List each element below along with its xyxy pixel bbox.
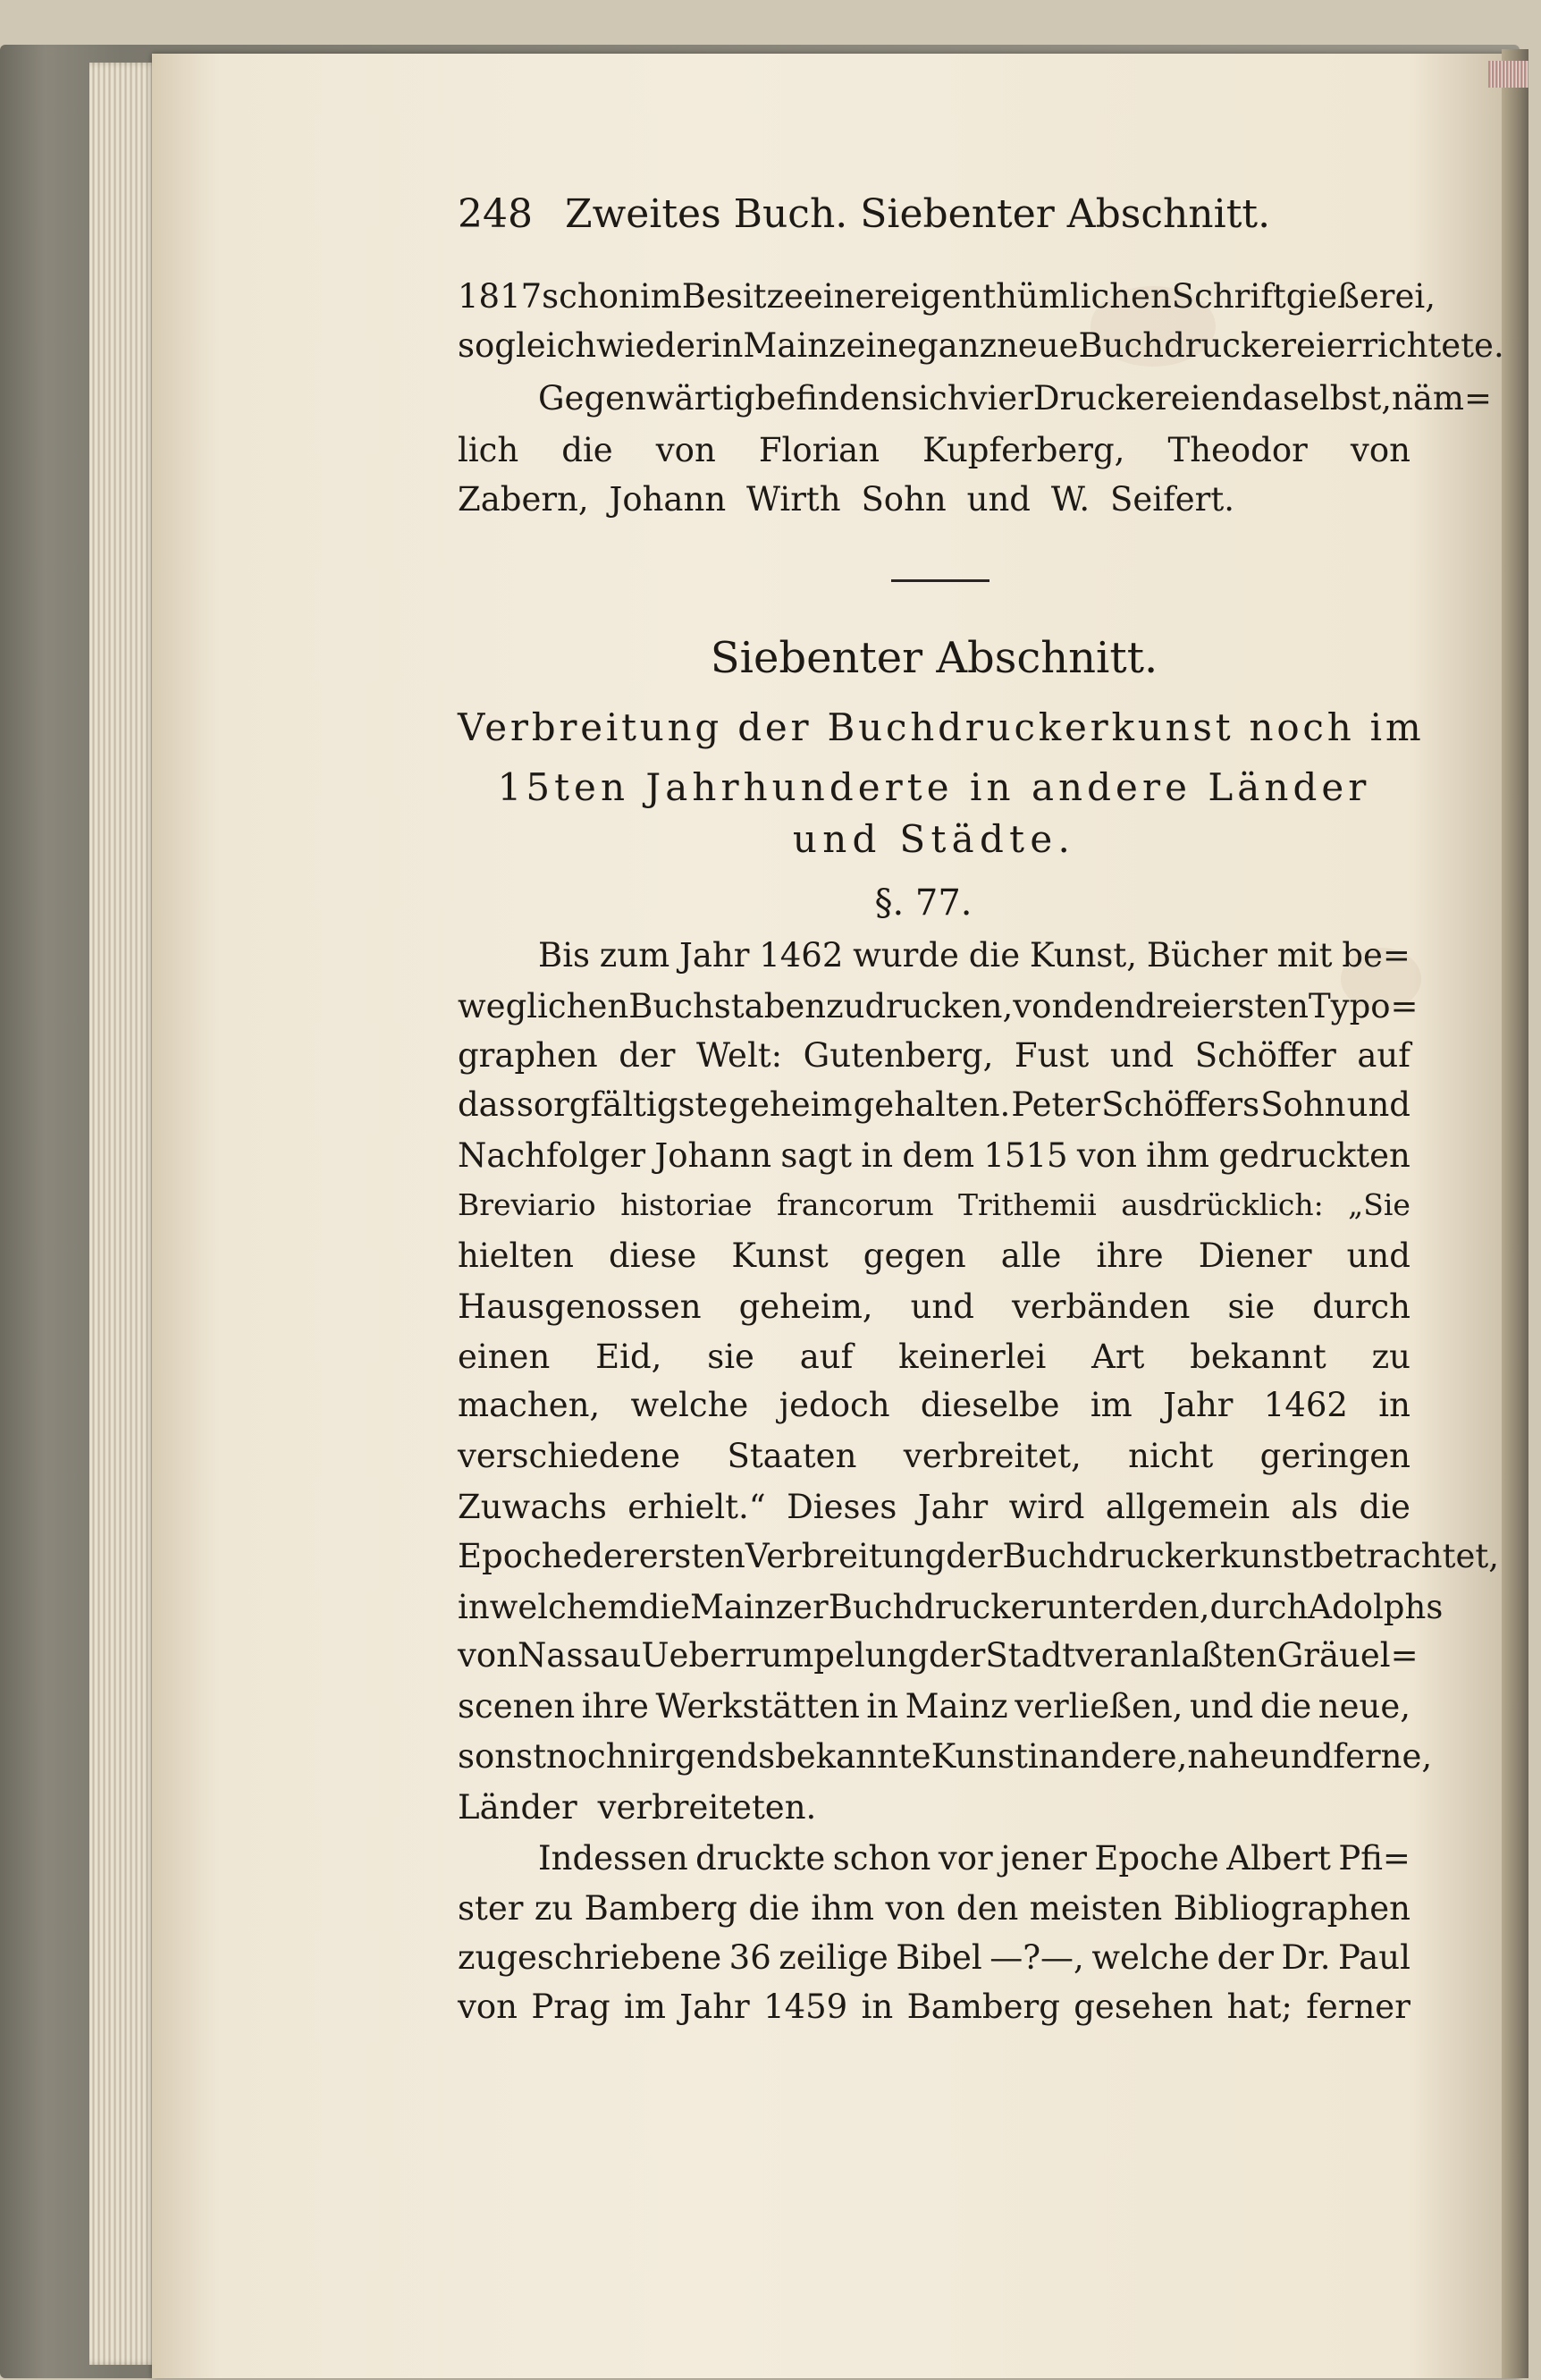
text-line: Nachfolger Johann sagt in dem 1515 von ihm gedruckten: [458, 1136, 1410, 1175]
page-edges: [89, 63, 161, 2365]
text-line: Zuwachs erhielt.“ Dieses Jahr wird allgemein als die: [458, 1488, 1410, 1526]
section-subtitle-line: und Städte.: [792, 817, 1076, 861]
text-line: von Prag im Jahr 1459 in Bamberg gesehen hat; ferner: [458, 1988, 1410, 2026]
section-subtitle-line: 15ten Jahrhunderte in andere Länder: [497, 765, 1371, 809]
text-line: sonst noch nirgends bekannte Kunst in andere, nahe und ferne,: [458, 1737, 1433, 1776]
text-line: zugeschriebene 36 zeilige Bibel —?—, welche der Dr. Paul: [458, 1938, 1410, 1977]
text-line: Indessen druckte schon vor jener Epoche Albert Pfi=: [538, 1839, 1410, 1878]
running-title: Zweites Buch. Siebenter Abschnitt.: [565, 191, 1271, 237]
text-line: lich die von Florian Kupferberg, Theodor von: [458, 431, 1410, 469]
section-title: Siebenter Abschnitt.: [710, 633, 1158, 683]
text-line: verschiedene Staaten verbreitet, nicht geringen: [458, 1437, 1410, 1475]
page-edge-marking: [1488, 61, 1528, 88]
text-line: weglichen Buchstaben zu drucken, von den drei ersten Typo=: [458, 987, 1419, 1025]
text-line: von Nassau Ueberrumpelung der Stadt veranlaßten Gräuel=: [458, 1636, 1419, 1675]
text-line: Hausgenossen geheim, und verbänden sie durch: [458, 1287, 1410, 1326]
text-line: scenen ihre Werkstätten in Mainz verließen, und die neue,: [458, 1687, 1410, 1726]
text-line: hielten diese Kunst gegen alle ihre Diener und: [458, 1236, 1410, 1275]
text-line: Gegenwärtig befinden sich vier Druckereien daselbst, näm=: [538, 379, 1493, 418]
text-line: Bis zum Jahr 1462 wurde die Kunst, Bücher mit be=: [538, 936, 1410, 975]
text-line: das sorgfältigste geheim gehalten. Peter Schöffers Sohn und: [458, 1085, 1410, 1124]
text-line: machen, welche jedoch dieselbe im Jahr 1462 in: [458, 1386, 1410, 1424]
text-line: sogleich wieder in Mainz eine ganz neue Buchdruckerei errichtete.: [458, 326, 1504, 365]
text-line: in welchem die Mainzer Buchdrucker unter den, durch Adolphs: [458, 1588, 1444, 1626]
section-subtitle-line: Verbreitung der Buchdruckerkunst noch im: [458, 705, 1425, 749]
paragraph-number: §. 77.: [874, 882, 973, 924]
text-line: 1817 schon im Besitze einer eigenthümlichen Schriftgießerei,: [458, 277, 1436, 316]
text-line: Epoche der ersten Verbreitung der Buchdruckerkunst betrachtet,: [458, 1537, 1499, 1575]
text-line: Länder verbreiteten.: [458, 1788, 817, 1827]
page-number: 248: [458, 191, 533, 237]
page-gutter: [1502, 49, 1528, 2378]
text-line: ster zu Bamberg die ihm von den meisten Bibliographen: [458, 1889, 1410, 1928]
section-divider: [891, 579, 989, 582]
text-line: graphen der Welt: Gutenberg, Fust und Schöffer auf: [458, 1036, 1410, 1075]
running-header: [458, 191, 1410, 237]
text-line: Zabern, Johann Wirth Sohn und W. Seifert.: [458, 480, 1234, 519]
text-line: einen Eid, sie auf keinerlei Art bekannt zu: [458, 1338, 1410, 1376]
text-line: Breviario historiae francorum Trithemii ausdrücklich: „Sie: [458, 1187, 1410, 1222]
